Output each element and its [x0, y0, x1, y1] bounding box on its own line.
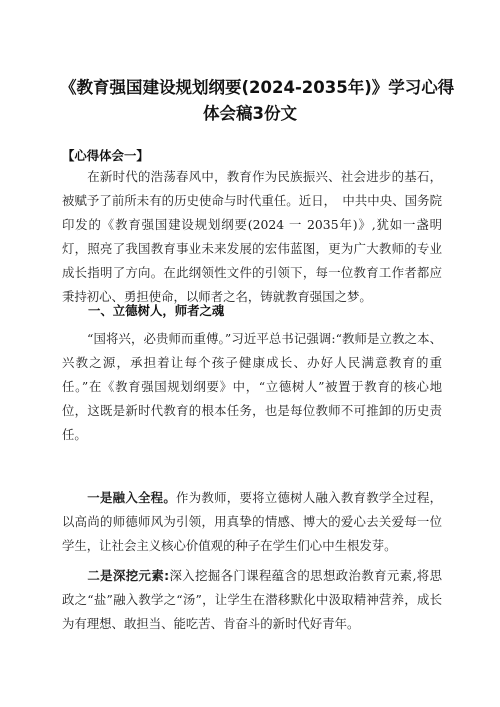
- point-one-lead: 一是融入全程。: [87, 490, 177, 505]
- paragraph-point-two: [62, 564, 442, 636]
- paragraph-intro-text: 在新时代的浩荡春风中，教育作为民族振兴、社会进步的基石，被赋予了前所未有的历史使命与时代重任。近日， 中共中央、国务院印发的《教育强国建设规划纲要(2024 一 2035年)》,犹如一盏明灯，照亮了我国教育事业未来发展的宏伟蓝图，更为广大教师的专业成长指明了方向。在此纲领性文件的引领下，每一位教育工作者都应秉持初心、勇担使命，以师者之名，铸就教育强国之梦。: [62, 169, 442, 304]
- section-tag: 【心得体会一】: [62, 148, 149, 163]
- paragraph-quote: [62, 327, 442, 447]
- section-heading: 一、立德树人，师者之魂: [88, 303, 225, 318]
- document-title-line1: 《教育强国建设规划纲要(2024-2035年)》学习心得: [60, 78, 455, 97]
- point-two-lead: 二是深挖元素:: [87, 568, 170, 583]
- paragraph-quote-text: “国将兴，必贵师而重傅。”习近平总书记强调:“教师是立教之本、兴教之源，承担着让每个孩子健康成长、办好人民满意教育的重任。”在《教育强国规划纲要》中，“立德树人”被置于教育的核心地位，这既是新时代教育的根本任务，也是每位教师不可推卸的历史责任。: [62, 331, 442, 442]
- document-title-line2: 体会稿3份文: [203, 104, 297, 123]
- paragraph-point-one: [62, 486, 442, 558]
- point-two-body: 深入挖掘各门课程蕴含的思想政治教育元素,将思政之“盐”融入教学之“汤”，让学生在潜移默化中汲取精神营养，成长为有理想、敢担当、能吃苦、肯奋斗的新时代好青年。: [62, 568, 442, 631]
- paragraph-intro: [62, 165, 442, 309]
- point-one-body: 作为教师，要将立德树人融入教育教学全过程，以高尚的师德师风为引领，用真挚的情感、博大的爱心去关爱每一位学生，让社会主义核心价值观的种子在学生们心中生根发芽。: [62, 490, 443, 553]
